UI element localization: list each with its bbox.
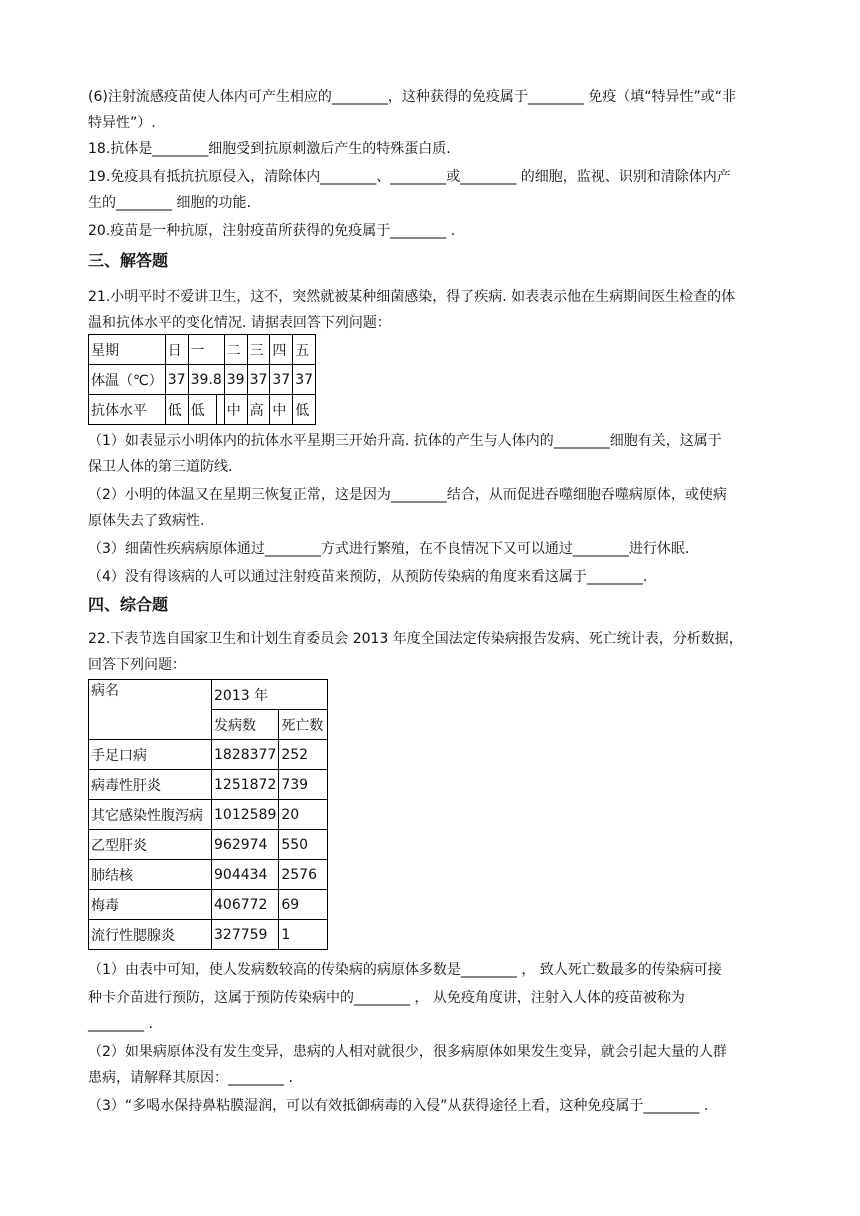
table-cell: 一 <box>188 335 224 365</box>
table-cell: 星期 <box>89 335 166 365</box>
table-cell: 二 <box>224 335 247 365</box>
q22-sub2-line2: 患病，请解释其原因：________ . <box>88 1070 293 1086</box>
table-cell: 低 <box>165 395 188 425</box>
q22-line1: 22.下表节选自国家卫生和计划生育委员会 2013 年度全国法定传染病报告发病、死亡统计表，分析数据， <box>88 631 743 647</box>
table-cell: 其它感染性腹泻病 <box>89 800 212 830</box>
table-cell: 低 <box>293 395 316 425</box>
table-row <box>89 365 316 395</box>
table-header-cell: 病名 <box>89 680 212 740</box>
q21-sub2-line2: 原体失去了致病性. <box>88 513 205 529</box>
table-cell: 20 <box>279 800 328 830</box>
table-cell: 962974 <box>212 830 279 860</box>
q22-sub1-line2: 种卡介苗进行预防，这属于预防传染病中的________ ， 从免疫角度讲，注射入人体的疫苗被称为 <box>88 990 685 1006</box>
q22-sub2-line1: （2）如果病原体没有发生变异，患病的人相对就很少，很多病原体如果发生变异，就会引起大量的人群 <box>88 1044 727 1060</box>
table-cell: 高 <box>247 395 270 425</box>
table-cell <box>217 395 225 425</box>
table-header-cell: 死亡数 <box>279 710 328 740</box>
q17-6-line1: (6)注射流感疫苗使人体内可产生相应的________，这种获得的免疫属于________ 免疫（填“特异性”或“非 <box>88 89 737 105</box>
table-cell: 三 <box>247 335 270 365</box>
table-row <box>89 860 328 890</box>
table-cell: 69 <box>279 890 328 920</box>
table-row <box>89 770 328 800</box>
table-cell: 日 <box>165 335 188 365</box>
table-row <box>89 800 328 830</box>
table-cell: 406772 <box>212 890 279 920</box>
q21-line1: 21.小明平时不爱讲卫生，这不，突然就被某种细菌感染，得了疾病. 如表表示他在生病期间医生检查的体 <box>88 289 736 305</box>
q21-sub2-line1: （2）小明的体温又在星期三恢复正常，这是因为________结合，从而促进吞噬细胞吞噬病原体，或使病 <box>88 487 727 503</box>
table-cell: 流行性腮腺炎 <box>89 920 212 950</box>
q21-sub4: （4）没有得该病的人可以通过注射疫苗来预防，从预防传染病的角度来看这属于________. <box>88 569 648 585</box>
table-cell: 四 <box>270 335 293 365</box>
q21-line2: 温和抗体水平的变化情况. 请据表回答下列问题： <box>88 315 391 331</box>
table-header-cell: 发病数 <box>212 710 279 740</box>
table-row <box>89 830 328 860</box>
table-cell: 37 <box>293 365 316 395</box>
table-cell: 乙型肝炎 <box>89 830 212 860</box>
table-cell: 904434 <box>212 860 279 890</box>
table-cell: 中 <box>270 395 293 425</box>
body-temp-table <box>88 334 316 425</box>
table-cell: 550 <box>279 830 328 860</box>
q22-line2: 回答下列问题： <box>88 657 186 673</box>
q22-sub3: （3）“多喝水保持鼻粘膜湿润，可以有效抵御病毒的入侵”从获得途径上看，这种免疫属于________ . <box>88 1098 709 1114</box>
q22-sub1-line3: ________ . <box>88 1016 153 1032</box>
table-header-cell: 2013 年 <box>212 680 328 710</box>
table-cell: 体温（℃） <box>89 365 166 395</box>
table-cell: 37 <box>165 365 188 395</box>
table-cell: 五 <box>293 335 316 365</box>
table-cell: 39.8 <box>188 365 224 395</box>
q21-sub1-line2: 保卫人体的第三道防线. <box>88 459 233 475</box>
table-cell: 肺结核 <box>89 860 212 890</box>
table-row <box>89 920 328 950</box>
table-cell: 739 <box>279 770 328 800</box>
q22-sub1-line1: （1）由表中可知，使人发病数较高的传染病的病原体多数是________ ， 致人死亡数最多的传染病可接 <box>88 962 722 978</box>
table-row <box>89 890 328 920</box>
table-cell: 1251872 <box>212 770 279 800</box>
table-cell: 梅毒 <box>89 890 212 920</box>
q18: 18.抗体是________细胞受到抗原刺激后产生的特殊蛋白质. <box>88 141 451 157</box>
table-cell: 抗体水平 <box>89 395 166 425</box>
table-cell: 39 <box>224 365 247 395</box>
table-cell: 中 <box>224 395 247 425</box>
table-cell: 1012589 <box>212 800 279 830</box>
section-4-title: 四、综合题 <box>88 595 169 614</box>
table-cell: 1 <box>279 920 328 950</box>
q19-line2: 生的________ 细胞的功能. <box>88 195 251 211</box>
table-row <box>89 740 328 770</box>
table-cell: 1828377 <box>212 740 279 770</box>
q19-line1: 19.免疫具有抵抗抗原侵入，清除体内________、________或________ 的细胞，监视、识别和清除体内产 <box>88 169 731 185</box>
q21-sub1-line1: （1）如表显示小明体内的抗体水平星期三开始升高. 抗体的产生与人体内的________细胞有关，这属于 <box>88 433 722 449</box>
table-cell: 2576 <box>279 860 328 890</box>
q17-6-line2: 特异性”）. <box>88 115 156 131</box>
table-cell: 37 <box>270 365 293 395</box>
table-cell: 低 <box>188 395 217 425</box>
table-cell: 手足口病 <box>89 740 212 770</box>
table-row <box>89 395 316 425</box>
table-cell: 37 <box>247 365 270 395</box>
table-cell: 252 <box>279 740 328 770</box>
table-cell: 327759 <box>212 920 279 950</box>
q20: 20.疫苗是一种抗原，注射疫苗所获得的免疫属于________ . <box>88 223 456 239</box>
table-row <box>89 335 316 365</box>
table-row <box>89 680 328 710</box>
disease-stats-table <box>88 679 328 950</box>
q21-sub3: （3）细菌性疾病病原体通过________方式进行繁殖，在不良情况下又可以通过________进行休眠. <box>88 541 690 557</box>
section-3-title: 三、解答题 <box>88 251 169 270</box>
table-cell: 病毒性肝炎 <box>89 770 212 800</box>
